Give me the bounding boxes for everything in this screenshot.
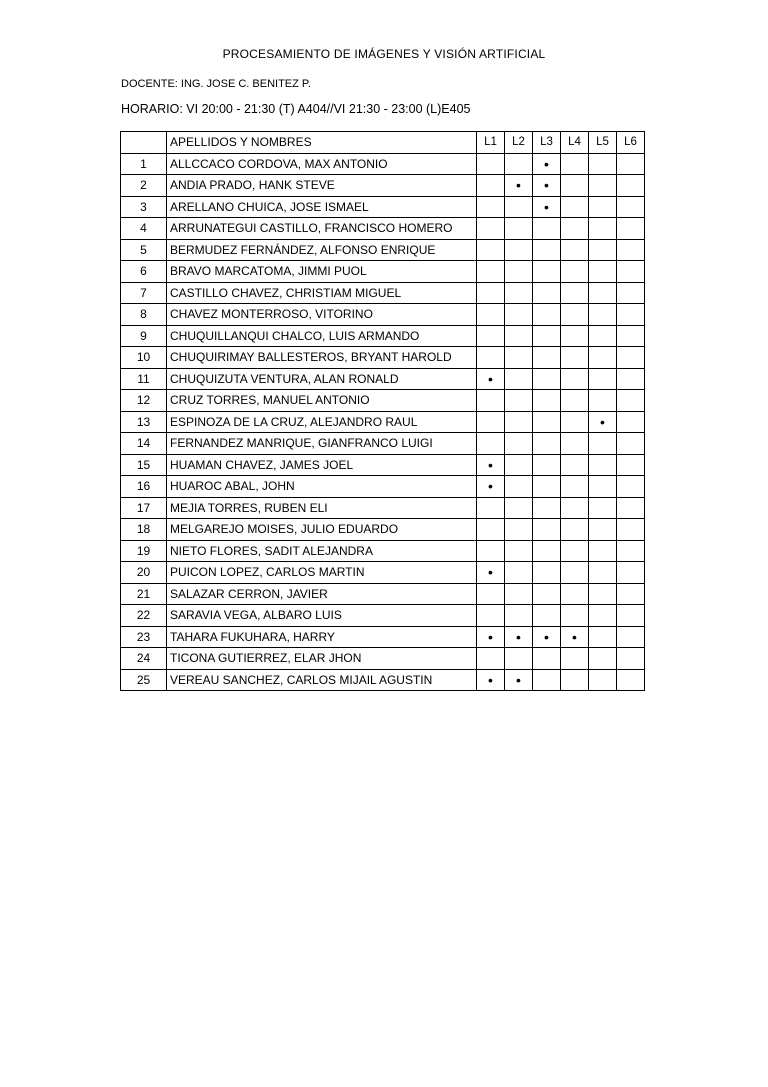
lab-cell-l3 (533, 153, 561, 175)
table-row (121, 433, 645, 455)
lab-cell-l6 (617, 411, 645, 433)
lab-cell-l1 (477, 476, 505, 498)
row-number: 2 (121, 175, 167, 197)
lab-cell-l1 (477, 304, 505, 326)
table-header-row (121, 132, 645, 154)
row-number: 1 (121, 153, 167, 175)
row-number: 4 (121, 218, 167, 240)
attendance-mark: • (488, 456, 493, 473)
student-name: ANDIA PRADO, HANK STEVE (167, 175, 477, 197)
student-name: TAHARA FUKUHARA, HARRY (167, 626, 477, 648)
header-lab-1: L1 (477, 132, 505, 154)
student-name: SARAVIA VEGA, ALBARO LUIS (167, 605, 477, 627)
student-name: MELGAREJO MOISES, JULIO EDUARDO (167, 519, 477, 541)
student-name: CHUQUIZUTA VENTURA, ALAN RONALD (167, 368, 477, 390)
lab-cell-l3 (533, 390, 561, 412)
lab-cell-l5 (589, 626, 617, 648)
lab-cell-l3 (533, 454, 561, 476)
student-name: HUAMAN CHAVEZ, JAMES JOEL (167, 454, 477, 476)
row-number: 22 (121, 605, 167, 627)
header-lab-6: L6 (617, 132, 645, 154)
lab-cell-l1 (477, 218, 505, 240)
lab-cell-l1 (477, 261, 505, 283)
lab-cell-l3 (533, 476, 561, 498)
lab-cell-l3 (533, 519, 561, 541)
header-number (121, 132, 167, 154)
table-row (121, 454, 645, 476)
lab-cell-l5 (589, 175, 617, 197)
lab-cell-l1 (477, 239, 505, 261)
lab-cell-l4 (561, 282, 589, 304)
row-number: 3 (121, 196, 167, 218)
lab-cell-l4 (561, 411, 589, 433)
lab-cell-l6 (617, 583, 645, 605)
lab-cell-l1 (477, 433, 505, 455)
lab-cell-l3 (533, 562, 561, 584)
lab-cell-l3 (533, 433, 561, 455)
lab-cell-l4 (561, 261, 589, 283)
lab-cell-l5 (589, 411, 617, 433)
lab-cell-l2 (505, 325, 533, 347)
schedule-line: HORARIO: VI 20:00 - 21:30 (T) A404//VI 21:30 - 23:00 (L)E405 (121, 102, 471, 116)
row-number: 9 (121, 325, 167, 347)
lab-cell-l6 (617, 476, 645, 498)
student-name: SALAZAR CERRON, JAVIER (167, 583, 477, 605)
lab-cell-l6 (617, 282, 645, 304)
table-row (121, 153, 645, 175)
lab-cell-l2 (505, 218, 533, 240)
lab-cell-l5 (589, 454, 617, 476)
lab-cell-l6 (617, 626, 645, 648)
lab-cell-l6 (617, 519, 645, 541)
table-row (121, 325, 645, 347)
table-row (121, 304, 645, 326)
student-name: CHUQUIRIMAY BALLESTEROS, BRYANT HAROLD (167, 347, 477, 369)
lab-cell-l4 (561, 196, 589, 218)
header-lab-5: L5 (589, 132, 617, 154)
table-row (121, 497, 645, 519)
lab-cell-l3 (533, 583, 561, 605)
row-number: 23 (121, 626, 167, 648)
lab-cell-l4 (561, 562, 589, 584)
lab-cell-l3 (533, 411, 561, 433)
lab-cell-l6 (617, 368, 645, 390)
lab-cell-l5 (589, 368, 617, 390)
lab-cell-l6 (617, 433, 645, 455)
row-number: 21 (121, 583, 167, 605)
student-name: CASTILLO CHAVEZ, CHRISTIAM MIGUEL (167, 282, 477, 304)
lab-cell-l4 (561, 648, 589, 670)
header-lab-3: L3 (533, 132, 561, 154)
row-number: 6 (121, 261, 167, 283)
lab-cell-l1 (477, 153, 505, 175)
attendance-mark: • (516, 671, 521, 688)
lab-cell-l1 (477, 196, 505, 218)
lab-cell-l2 (505, 175, 533, 197)
lab-cell-l1 (477, 368, 505, 390)
lab-cell-l3 (533, 218, 561, 240)
table-row (121, 626, 645, 648)
lab-cell-l2 (505, 153, 533, 175)
lab-cell-l1 (477, 325, 505, 347)
header-lab-4: L4 (561, 132, 589, 154)
lab-cell-l1 (477, 669, 505, 691)
row-number: 8 (121, 304, 167, 326)
lab-cell-l4 (561, 476, 589, 498)
lab-cell-l4 (561, 325, 589, 347)
attendance-mark: • (544, 155, 549, 172)
row-number: 16 (121, 476, 167, 498)
lab-cell-l6 (617, 153, 645, 175)
lab-cell-l6 (617, 562, 645, 584)
row-number: 7 (121, 282, 167, 304)
lab-cell-l2 (505, 282, 533, 304)
lab-cell-l2 (505, 648, 533, 670)
lab-cell-l6 (617, 304, 645, 326)
lab-cell-l1 (477, 562, 505, 584)
student-name: ARELLANO CHUICA, JOSE ISMAEL (167, 196, 477, 218)
lab-cell-l3 (533, 325, 561, 347)
lab-cell-l4 (561, 239, 589, 261)
lab-cell-l2 (505, 519, 533, 541)
attendance-mark: • (488, 671, 493, 688)
row-number: 25 (121, 669, 167, 691)
attendance-mark: • (488, 478, 493, 495)
lab-cell-l6 (617, 196, 645, 218)
lab-cell-l3 (533, 497, 561, 519)
table-row (121, 648, 645, 670)
lab-cell-l3 (533, 605, 561, 627)
header-lab-2: L2 (505, 132, 533, 154)
lab-cell-l2 (505, 368, 533, 390)
lab-cell-l6 (617, 540, 645, 562)
lab-cell-l2 (505, 261, 533, 283)
lab-cell-l2 (505, 476, 533, 498)
lab-cell-l4 (561, 605, 589, 627)
lab-cell-l1 (477, 411, 505, 433)
lab-cell-l2 (505, 669, 533, 691)
lab-cell-l5 (589, 196, 617, 218)
attendance-mark: • (516, 177, 521, 194)
student-name: BRAVO MARCATOMA, JIMMI PUOL (167, 261, 477, 283)
document-title: PROCESAMIENTO DE IMÁGENES Y VISIÓN ARTIFICIAL (222, 47, 546, 61)
lab-cell-l4 (561, 519, 589, 541)
student-name: CHAVEZ MONTERROSO, VITORINO (167, 304, 477, 326)
lab-cell-l5 (589, 669, 617, 691)
attendance-mark: • (488, 370, 493, 387)
lab-cell-l5 (589, 497, 617, 519)
lab-cell-l4 (561, 626, 589, 648)
lab-cell-l4 (561, 218, 589, 240)
lab-cell-l6 (617, 669, 645, 691)
lab-cell-l4 (561, 454, 589, 476)
row-number: 20 (121, 562, 167, 584)
row-number: 17 (121, 497, 167, 519)
lab-cell-l6 (617, 325, 645, 347)
lab-cell-l2 (505, 540, 533, 562)
lab-cell-l3 (533, 239, 561, 261)
student-name: NIETO FLORES, SADIT ALEJANDRA (167, 540, 477, 562)
table-row (121, 347, 645, 369)
lab-cell-l5 (589, 239, 617, 261)
lab-cell-l1 (477, 390, 505, 412)
table-row (121, 196, 645, 218)
lab-cell-l2 (505, 626, 533, 648)
attendance-mark: • (572, 628, 577, 645)
lab-cell-l1 (477, 454, 505, 476)
lab-cell-l3 (533, 648, 561, 670)
lab-cell-l6 (617, 347, 645, 369)
attendance-mark: • (600, 413, 605, 430)
student-name: ALLCCACO CORDOVA, MAX ANTONIO (167, 153, 477, 175)
lab-cell-l4 (561, 347, 589, 369)
row-number: 24 (121, 648, 167, 670)
table-row (121, 476, 645, 498)
lab-cell-l5 (589, 540, 617, 562)
table-row (121, 261, 645, 283)
lab-cell-l1 (477, 282, 505, 304)
attendance-mark: • (544, 628, 549, 645)
row-number: 12 (121, 390, 167, 412)
lab-cell-l3 (533, 282, 561, 304)
lab-cell-l4 (561, 390, 589, 412)
lab-cell-l2 (505, 497, 533, 519)
lab-cell-l1 (477, 347, 505, 369)
lab-cell-l6 (617, 175, 645, 197)
student-name: HUAROC ABAL, JOHN (167, 476, 477, 498)
lab-cell-l2 (505, 390, 533, 412)
lab-cell-l1 (477, 175, 505, 197)
lab-cell-l2 (505, 454, 533, 476)
lab-cell-l4 (561, 583, 589, 605)
row-number: 13 (121, 411, 167, 433)
lab-cell-l5 (589, 648, 617, 670)
lab-cell-l3 (533, 196, 561, 218)
table-row (121, 540, 645, 562)
row-number: 5 (121, 239, 167, 261)
student-name: ESPINOZA DE LA CRUZ, ALEJANDRO RAUL (167, 411, 477, 433)
attendance-mark: • (544, 177, 549, 194)
student-name: ARRUNATEGUI CASTILLO, FRANCISCO HOMERO (167, 218, 477, 240)
lab-cell-l2 (505, 304, 533, 326)
row-number: 18 (121, 519, 167, 541)
lab-cell-l5 (589, 347, 617, 369)
lab-cell-l4 (561, 497, 589, 519)
lab-cell-l6 (617, 390, 645, 412)
table-row (121, 390, 645, 412)
lab-cell-l3 (533, 261, 561, 283)
row-number: 11 (121, 368, 167, 390)
lab-cell-l5 (589, 605, 617, 627)
lab-cell-l5 (589, 562, 617, 584)
table-row (121, 175, 645, 197)
lab-cell-l5 (589, 304, 617, 326)
table-row (121, 605, 645, 627)
row-number: 10 (121, 347, 167, 369)
lab-cell-l2 (505, 433, 533, 455)
lab-cell-l5 (589, 261, 617, 283)
lab-cell-l1 (477, 626, 505, 648)
attendance-mark: • (544, 198, 549, 215)
student-name: BERMUDEZ FERNÁNDEZ, ALFONSO ENRIQUE (167, 239, 477, 261)
attendance-mark: • (516, 628, 521, 645)
attendance-table (120, 131, 645, 691)
lab-cell-l3 (533, 669, 561, 691)
lab-cell-l3 (533, 347, 561, 369)
lab-cell-l3 (533, 540, 561, 562)
attendance-mark: • (488, 628, 493, 645)
lab-cell-l4 (561, 433, 589, 455)
lab-cell-l2 (505, 411, 533, 433)
lab-cell-l2 (505, 605, 533, 627)
lab-cell-l1 (477, 519, 505, 541)
table-row (121, 669, 645, 691)
lab-cell-l4 (561, 304, 589, 326)
table-row (121, 411, 645, 433)
student-name: VEREAU SANCHEZ, CARLOS MIJAIL AGUSTIN (167, 669, 477, 691)
lab-cell-l4 (561, 153, 589, 175)
lab-cell-l1 (477, 583, 505, 605)
student-name: TICONA GUTIERREZ, ELAR JHON (167, 648, 477, 670)
lab-cell-l6 (617, 648, 645, 670)
row-number: 19 (121, 540, 167, 562)
lab-cell-l2 (505, 239, 533, 261)
lab-cell-l5 (589, 153, 617, 175)
lab-cell-l6 (617, 239, 645, 261)
header-name: APELLIDOS Y NOMBRES (167, 132, 477, 154)
lab-cell-l4 (561, 368, 589, 390)
lab-cell-l5 (589, 218, 617, 240)
table-row (121, 368, 645, 390)
lab-cell-l2 (505, 562, 533, 584)
lab-cell-l5 (589, 325, 617, 347)
student-name: PUICON LOPEZ, CARLOS MARTIN (167, 562, 477, 584)
student-name: MEJIA TORRES, RUBEN ELI (167, 497, 477, 519)
lab-cell-l2 (505, 196, 533, 218)
teacher-line: DOCENTE: ING. JOSE C. BENITEZ P. (121, 78, 311, 90)
lab-cell-l1 (477, 540, 505, 562)
lab-cell-l6 (617, 497, 645, 519)
table-row (121, 519, 645, 541)
lab-cell-l3 (533, 175, 561, 197)
lab-cell-l3 (533, 304, 561, 326)
student-name: CRUZ TORRES, MANUEL ANTONIO (167, 390, 477, 412)
lab-cell-l6 (617, 605, 645, 627)
row-number: 15 (121, 454, 167, 476)
table-row (121, 218, 645, 240)
student-name: CHUQUILLANQUI CHALCO, LUIS ARMANDO (167, 325, 477, 347)
lab-cell-l1 (477, 605, 505, 627)
lab-cell-l4 (561, 175, 589, 197)
lab-cell-l2 (505, 347, 533, 369)
table-row (121, 562, 645, 584)
lab-cell-l5 (589, 519, 617, 541)
lab-cell-l5 (589, 390, 617, 412)
lab-cell-l6 (617, 454, 645, 476)
lab-cell-l6 (617, 261, 645, 283)
lab-cell-l1 (477, 648, 505, 670)
lab-cell-l5 (589, 433, 617, 455)
lab-cell-l4 (561, 540, 589, 562)
lab-cell-l5 (589, 583, 617, 605)
table-row (121, 239, 645, 261)
lab-cell-l6 (617, 218, 645, 240)
student-name: FERNANDEZ MANRIQUE, GIANFRANCO LUIGI (167, 433, 477, 455)
lab-cell-l5 (589, 476, 617, 498)
row-number: 14 (121, 433, 167, 455)
lab-cell-l3 (533, 368, 561, 390)
lab-cell-l3 (533, 626, 561, 648)
table-row (121, 282, 645, 304)
lab-cell-l1 (477, 497, 505, 519)
lab-cell-l5 (589, 282, 617, 304)
attendance-mark: • (488, 564, 493, 581)
table-row (121, 583, 645, 605)
lab-cell-l4 (561, 669, 589, 691)
lab-cell-l2 (505, 583, 533, 605)
